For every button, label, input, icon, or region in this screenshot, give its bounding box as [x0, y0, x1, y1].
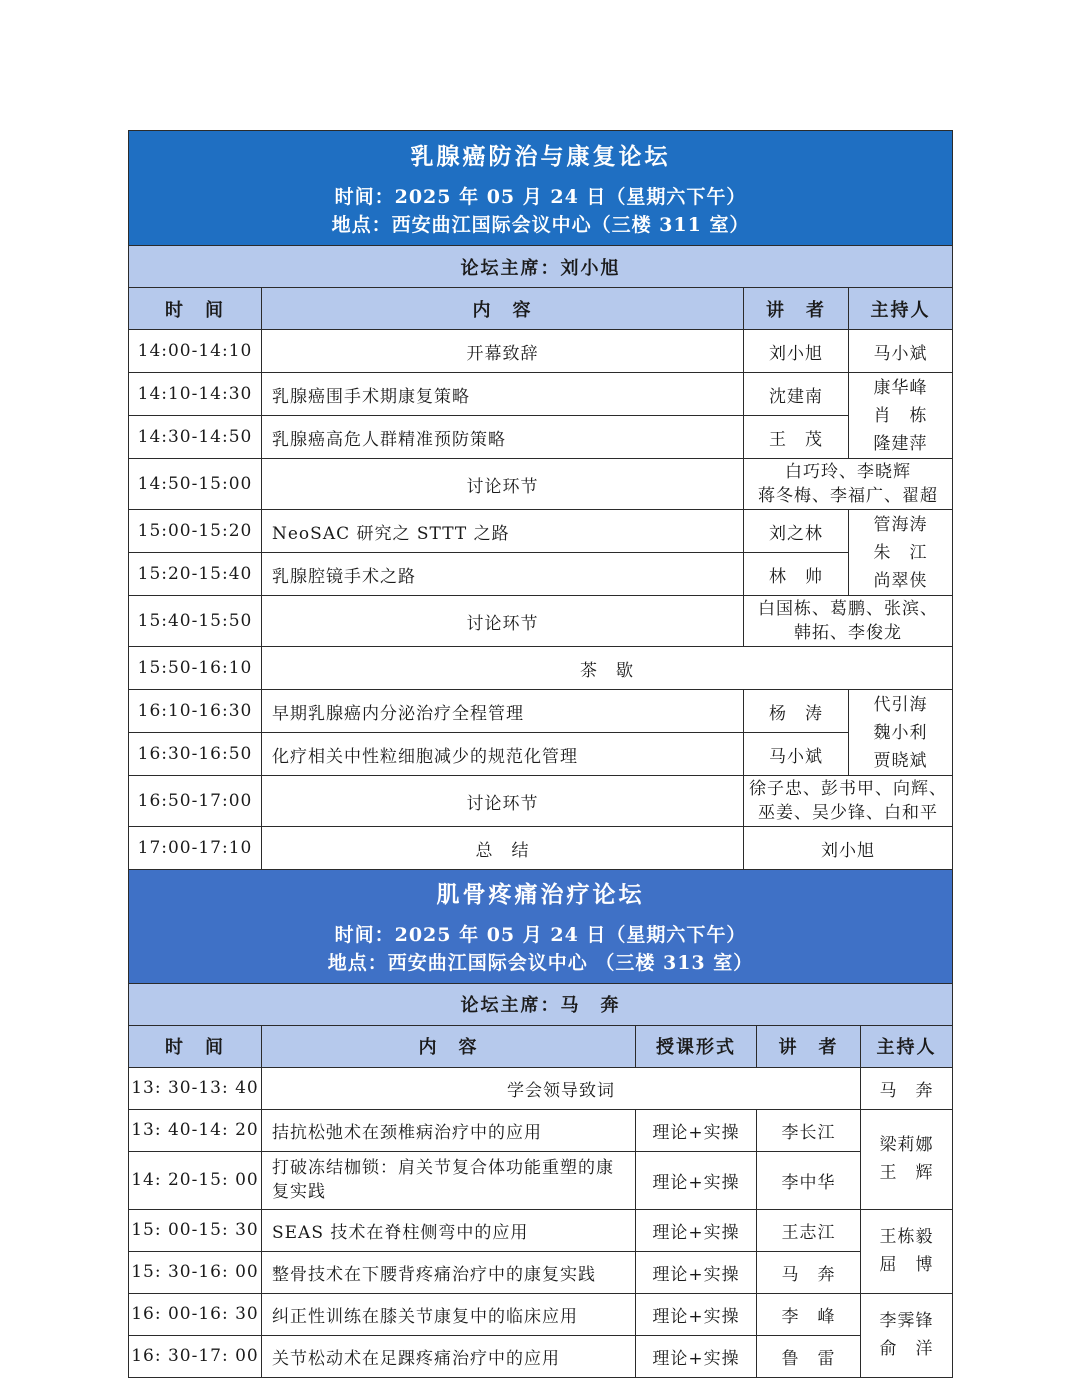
host-name: 李霁锋 — [879, 1311, 934, 1331]
row-form: 理论+实操 — [636, 1251, 757, 1293]
row-speaker: 刘小旭 — [744, 827, 953, 870]
row-content: 乳腺癌围手术期康复策略 — [262, 373, 744, 416]
host-name: 康华峰 — [873, 377, 928, 398]
row-speaker: 刘小旭 — [744, 330, 849, 373]
forum1-place-line: 地点：西安曲江国际会议中心（三楼 311 室） — [331, 213, 750, 236]
row-content: 化疗相关中性粒细胞减少的规范化管理 — [262, 733, 744, 776]
forum1-header-content: 内 容 — [262, 288, 744, 330]
row-content: SEAS 技术在脊柱侧弯中的应用 — [262, 1209, 636, 1251]
row-speaker: 王 茂 — [744, 416, 849, 459]
host-group — [849, 373, 953, 459]
row-time: 14:10-14:30 — [129, 373, 262, 416]
row-time: 13: 30-13: 40 — [129, 1067, 262, 1109]
row-speaker: 马 奔 — [757, 1251, 861, 1293]
table-row — [129, 1293, 953, 1335]
forum1-chair: 论坛主席：刘小旭 — [129, 246, 953, 288]
table-row — [129, 1151, 953, 1209]
forum1-banner — [129, 131, 953, 246]
discussion-speakers — [744, 459, 953, 510]
row-time: 15: 00-15: 30 — [129, 1209, 262, 1251]
row-content: 纠正性训练在膝关节康复中的临床应用 — [262, 1293, 636, 1335]
host-name: 肖 栋 — [873, 405, 928, 426]
row-form: 理论+实操 — [636, 1335, 757, 1377]
row-time: 14:50-15:00 — [129, 459, 262, 510]
forum2-banner — [129, 869, 953, 983]
forum2-header-host: 主持人 — [861, 1025, 953, 1067]
table-row — [129, 416, 953, 459]
row-time: 16:30-16:50 — [129, 733, 262, 776]
host-group — [861, 1293, 953, 1377]
row-time: 15:50-16:10 — [129, 647, 262, 690]
row-speaker: 王志江 — [757, 1209, 861, 1251]
row-content: 早期乳腺癌内分泌治疗全程管理 — [262, 690, 744, 733]
host-name: 屈 博 — [879, 1255, 934, 1275]
host-name: 梁莉娜 — [879, 1135, 934, 1155]
table-row — [129, 776, 953, 827]
discussion-speakers — [744, 776, 953, 827]
row-time: 15:20-15:40 — [129, 553, 262, 596]
table-row — [129, 459, 953, 510]
host-name: 贾晓斌 — [873, 750, 928, 771]
row-time: 16: 30-17: 00 — [129, 1335, 262, 1377]
row-content: 开幕致辞 — [262, 330, 744, 373]
host-name: 俞 洋 — [879, 1339, 934, 1359]
table-row — [129, 1209, 953, 1251]
host-name: 王栋毅 — [879, 1227, 934, 1247]
row-speaker: 李 峰 — [757, 1293, 861, 1335]
host-group — [849, 690, 953, 776]
row-content: 讨论环节 — [262, 776, 744, 827]
host-name: 尚翠侠 — [873, 570, 928, 591]
row-time: 16: 00-16: 30 — [129, 1293, 262, 1335]
forum1-header-time: 时 间 — [129, 288, 262, 330]
row-time: 15: 30-16: 00 — [129, 1251, 262, 1293]
table-row — [129, 733, 953, 776]
host-name: 隆建萍 — [873, 433, 928, 454]
table-row — [129, 373, 953, 416]
table-row — [129, 1335, 953, 1377]
row-time: 14: 20-15: 00 — [129, 1151, 262, 1209]
row-form: 理论+实操 — [636, 1209, 757, 1251]
table-row — [129, 690, 953, 733]
row-speaker: 沈建南 — [744, 373, 849, 416]
table-row — [129, 553, 953, 596]
row-speaker: 李中华 — [757, 1151, 861, 1209]
row-time: 16:50-17:00 — [129, 776, 262, 827]
discussion-speakers — [744, 596, 953, 647]
row-time: 14:30-14:50 — [129, 416, 262, 459]
row-content: 学会领导致词 — [262, 1067, 861, 1109]
row-speaker: 杨 涛 — [744, 690, 849, 733]
row-content: 拮抗松弛术在颈椎病治疗中的应用 — [262, 1109, 636, 1151]
row-host: 马小斌 — [849, 330, 953, 373]
host-name: 管海涛 — [873, 514, 928, 535]
row-time: 15:40-15:50 — [129, 596, 262, 647]
row-speaker: 马小斌 — [744, 733, 849, 776]
row-speaker: 鲁 雷 — [757, 1335, 861, 1377]
forum2-title: 肌骨疼痛治疗论坛 — [436, 880, 645, 908]
row-content: 打破冻结枷锁：肩关节复合体功能重塑的康复实践 — [262, 1151, 636, 1209]
table-row — [129, 596, 953, 647]
host-group — [861, 1209, 953, 1293]
host-group — [861, 1109, 953, 1209]
row-content: NeoSAC 研究之 STTT 之路 — [262, 510, 744, 553]
discussion-line: 徐子忠、彭书甲、向辉、 — [749, 779, 948, 799]
row-speaker: 李长江 — [757, 1109, 861, 1151]
row-content: 茶 歇 — [262, 647, 953, 690]
forum2-header-content: 内 容 — [262, 1025, 636, 1067]
host-name: 王 辉 — [879, 1163, 934, 1183]
row-time: 17:00-17:10 — [129, 827, 262, 870]
table-row — [129, 1067, 953, 1109]
row-time: 15:00-15:20 — [129, 510, 262, 553]
forum2-table — [128, 869, 953, 1378]
row-content: 总 结 — [262, 827, 744, 870]
row-host: 马 奔 — [861, 1067, 953, 1109]
forum2-header-speaker: 讲 者 — [757, 1025, 861, 1067]
table-row — [129, 827, 953, 870]
forum2-time-line: 时间：2025 年 05 月 24 日（星期六下午） — [334, 923, 747, 946]
table-row — [129, 510, 953, 553]
forum2-place-line: 地点：西安曲江国际会议中心 （三楼 313 室） — [327, 951, 754, 974]
row-form: 理论+实操 — [636, 1293, 757, 1335]
host-name: 代引海 — [873, 694, 928, 715]
row-content: 乳腺癌高危人群精准预防策略 — [262, 416, 744, 459]
discussion-line: 韩拓、李俊龙 — [794, 623, 903, 643]
row-time: 14:00-14:10 — [129, 330, 262, 373]
host-name: 朱 江 — [873, 542, 928, 563]
host-name: 魏小利 — [873, 722, 928, 743]
table-row — [129, 647, 953, 690]
row-speaker: 刘之林 — [744, 510, 849, 553]
forum1-title: 乳腺癌防治与康复论坛 — [410, 142, 671, 170]
row-form: 理论+实操 — [636, 1109, 757, 1151]
forum1-time-line: 时间：2025 年 05 月 24 日（星期六下午） — [334, 185, 747, 208]
forum1-table — [128, 130, 953, 870]
forum2-header-time: 时 间 — [129, 1025, 262, 1067]
row-speaker: 林 帅 — [744, 553, 849, 596]
table-row — [129, 330, 953, 373]
forum1-header-host: 主持人 — [849, 288, 953, 330]
discussion-line: 白国栋、葛鹏、张滨、 — [758, 599, 939, 619]
discussion-line: 白巧玲、李晓辉 — [785, 462, 912, 482]
table-row — [129, 1251, 953, 1293]
forum2-chair: 论坛主席：马 奔 — [129, 983, 953, 1025]
host-group — [849, 510, 953, 596]
row-content: 讨论环节 — [262, 596, 744, 647]
agenda-sheet — [128, 130, 952, 1378]
discussion-line: 蒋冬梅、李福广、翟超 — [758, 486, 939, 506]
discussion-line: 巫姜、吴少锋、白和平 — [758, 803, 939, 823]
row-time: 16:10-16:30 — [129, 690, 262, 733]
forum1-header-speaker: 讲 者 — [744, 288, 849, 330]
row-form: 理论+实操 — [636, 1151, 757, 1209]
row-content: 整骨技术在下腰背疼痛治疗中的康复实践 — [262, 1251, 636, 1293]
row-content: 乳腺腔镜手术之路 — [262, 553, 744, 596]
forum2-header-form: 授课形式 — [636, 1025, 757, 1067]
row-content: 关节松动术在足踝疼痛治疗中的应用 — [262, 1335, 636, 1377]
row-time: 13: 40-14: 20 — [129, 1109, 262, 1151]
table-row — [129, 1109, 953, 1151]
row-content: 讨论环节 — [262, 459, 744, 510]
